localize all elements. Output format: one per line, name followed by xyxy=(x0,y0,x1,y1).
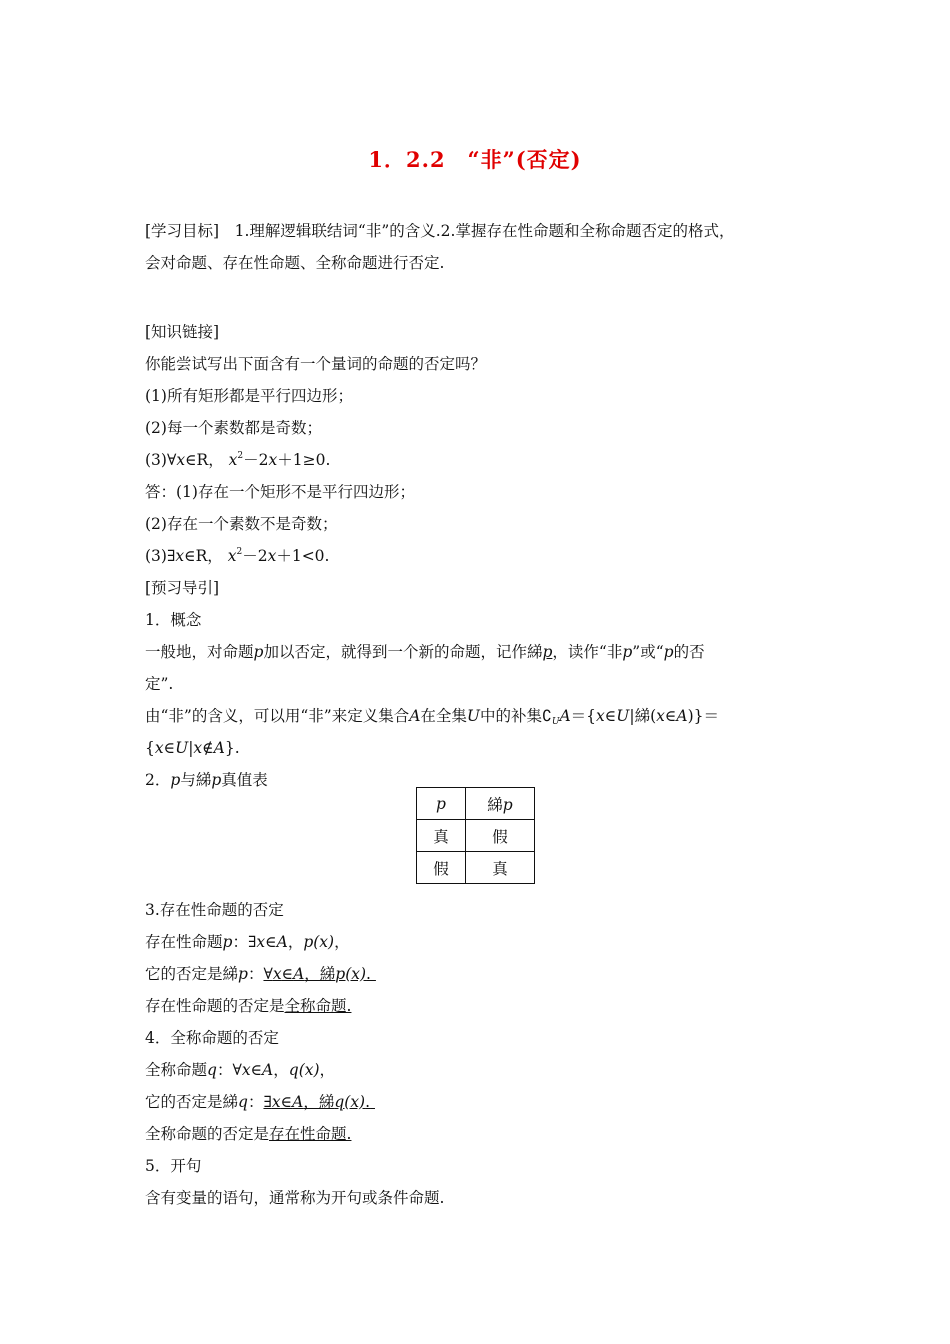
knowledge-q2: (2)每一个素数都是奇数； xyxy=(145,419,322,437)
table-cell: 假 xyxy=(417,852,466,884)
truth-table xyxy=(416,787,535,884)
knowledge-q1: (1)所有矩形都是平行四边形； xyxy=(145,387,353,405)
existential-proposition: 存在性命题p：∃x∈A，p(x)， xyxy=(145,933,350,951)
section-3-title: 3.存在性命题的否定 xyxy=(145,901,284,919)
table-header-not-p: 綈p xyxy=(466,788,535,820)
knowledge-q3: (3)∀x∈R， $x^2-2x+1\ge 0$. xyxy=(145,451,331,469)
existential-negation-summary: 存在性命题的否定是全称命题. xyxy=(145,997,352,1015)
page-title: 1．2.2 “非”(否定) xyxy=(368,147,582,172)
objectives-label: [学习目标] xyxy=(145,222,220,240)
table-cell: 真 xyxy=(417,820,466,852)
table-row xyxy=(417,852,535,884)
table-row xyxy=(417,820,535,852)
knowledge-a3: (3)∃x∈R， $x^2-2x+1<0$. xyxy=(145,547,330,565)
knowledge-a2: (2)存在一个素数不是奇数； xyxy=(145,515,338,533)
existential-negation: 它的否定是綈p：∀x∈A，綈p(x). xyxy=(145,965,371,983)
objectives-line-1: [学习目标] 1.理解逻辑联结词“非”的含义.2.掌握存在性命题和全称命题否定的格式， xyxy=(145,222,735,240)
table-cell: 真 xyxy=(466,852,535,884)
table-row xyxy=(417,788,535,820)
open-sentence-definition: 含有变量的语句，通常称为开句或条件命题. xyxy=(145,1189,445,1207)
section-1-title: 1．概念 xyxy=(145,611,202,629)
concept-line-2: 定”. xyxy=(145,675,174,693)
universal-proposition: 全称命题q：∀x∈A，q(x)， xyxy=(145,1061,336,1079)
concept-line-1: 一般地，对命题p加以否定，就得到一个新的命题，记作綈p，读作“非p”或“p的否 xyxy=(145,643,705,661)
complement-line-2: {x∈U|x∉A}. xyxy=(145,739,240,757)
preview-heading: [预习导引] xyxy=(145,579,220,597)
section-5-title: 5．开句 xyxy=(145,1157,202,1175)
complement-line-1: 由“非”的含义，可以用“非”来定义集合A在全集U中的补集$∁_UA=\{x\in U|$綈(x∈A)}＝ xyxy=(145,707,719,727)
section-4-title: 4．全称命题的否定 xyxy=(145,1029,279,1047)
knowledge-question: 你能尝试写出下面含有一个量词的命题的否定吗？ xyxy=(145,355,487,373)
universal-negation: 它的否定是綈q：∃x∈A，綈q(x). xyxy=(145,1093,371,1111)
universal-negation-summary: 全称命题的否定是存在性命题. xyxy=(145,1125,352,1143)
section-2-title: 2．p与綈p真值表 xyxy=(145,771,268,789)
objectives-line-2: 会对命题、存在性命题、全称命题进行否定. xyxy=(145,254,445,272)
table-cell: 假 xyxy=(466,820,535,852)
knowledge-a1: 答：(1)存在一个矩形不是平行四边形； xyxy=(145,483,415,501)
knowledge-heading: [知识链接] xyxy=(145,323,220,341)
table-header-p: p xyxy=(417,788,466,820)
